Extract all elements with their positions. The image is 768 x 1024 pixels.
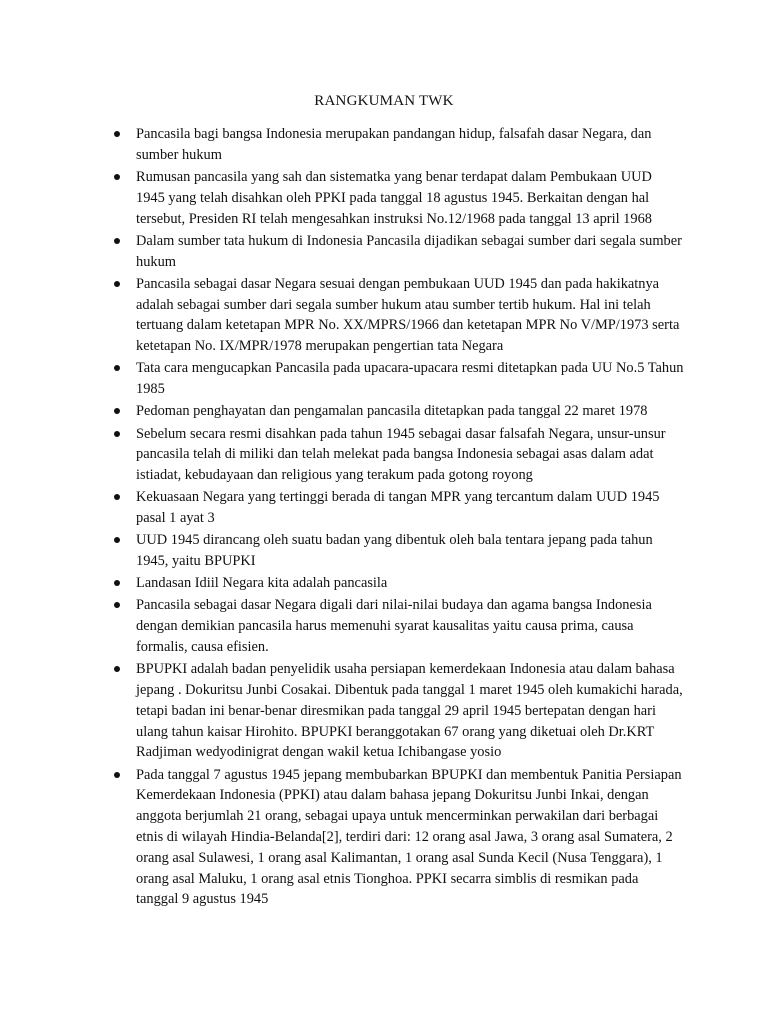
bullet-list — [136, 124, 684, 912]
bullet-icon — [114, 365, 120, 371]
bullet-icon — [114, 580, 120, 586]
list-item-text: Tata cara mengucapkan Pancasila pada upacara-upacara resmi ditetapkan pada UU No.5 Tahun 1985 — [136, 360, 684, 398]
list-item-text: Rumusan pancasila yang sah dan sistematka yang benar terdapat dalam Pembukaan UUD 1945 yang telah disahkan oleh PPKI pada tanggal 18 agustus 1945. Berkaitan dengan hal tersebut, Presiden RI telah mengesahkan instruksi No.12/1968 pada tanggal 13 april 1968 — [136, 168, 652, 227]
list-item — [136, 530, 684, 572]
list-item-text: Pada tanggal 7 agustus 1945 jepang membubarkan BPUPKI dan membentuk Panitia Persiapan Kemerdekaan Indonesia (PPKI) atau dalam bahasa jepang Dokuritsu Junbi Inkai, dengan anggota berjumlah 21 orang, sebagai upaya untuk mencerminkan perwakilan dari berbagai etnis di wilayah Hindia-Belanda[2], terdiri dari: 12 orang asal Jawa, 3 orang asal Sumatera, 2 orang asal Sulawesi, 1 orang asal Kalimantan, 1 orang asal Sunda Kecil (Nusa Tenggara), 1 orang asal Maluku, 1 orang asal etnis Tionghoa. PPKI secarra simblis di resmikan pada tanggal 9 agustus 1945 — [136, 766, 682, 908]
list-item — [136, 765, 684, 911]
bullet-icon — [114, 537, 120, 543]
list-item-text: Pedoman penghayatan dan pengamalan pancasila ditetapkan pada tanggal 22 maret 1978 — [136, 403, 648, 420]
bullet-icon — [114, 408, 120, 414]
bullet-icon — [114, 431, 120, 437]
document-title: RANGKUMAN TWK — [314, 93, 454, 109]
list-item — [136, 231, 684, 273]
list-item — [136, 424, 684, 486]
bullet-icon — [114, 174, 120, 180]
bullet-icon — [114, 131, 120, 137]
list-item-text: BPUPKI adalah badan penyelidik usaha persiapan kemerdekaan Indonesia atau dalam bahasa jepang . Dokuritsu Junbi Cosakai. Dibentuk pada tanggal 1 maret 1945 oleh kumakichi harada, tetapi badan ini benar-benar diresmikan pada tanggal 29 april 1945 bertepatan dengan hari ulang tahun kaisar Hirohito. BPUPKI beranggotakan 67 orang yang diketuai oleh Dr.KRT Radjiman wedyodinigrat dengan wakil ketua Ichibangase yosio — [136, 661, 683, 761]
list-item — [136, 124, 684, 166]
list-item-text: Dalam sumber tata hukum di Indonesia Pancasila dijadikan sebagai sumber dari segala sumber hukum — [136, 232, 682, 270]
list-item-text: UUD 1945 dirancang oleh suatu badan yang dibentuk oleh bala tentara jepang pada tahun 1945, yaitu BPUPKI — [136, 532, 653, 570]
list-item — [136, 401, 684, 422]
bullet-icon — [114, 238, 120, 244]
list-item — [136, 274, 684, 357]
list-item-text: Pancasila sebagai dasar Negara sesuai dengan pembukaan UUD 1945 dan pada hakikatnya adalah sebagai sumber dari segala sumber hukum atau sumber tertib hukum. Hal ini telah tertuang dalam ketetapan MPR No. XX/MPRS/1966 dan ketetapan MPR No V/MP/1973 serta ketetapan No. IX/MPR/1978 merupakan pengertian tata Negara — [136, 275, 680, 355]
list-item-text: Pancasila sebagai dasar Negara digali dari nilai-nilai budaya dan agama bangsa Indonesia dengan demikian pancasila harus memenuhi syarat kausalitas yaitu causa prima, causa formalis, causa efisien. — [136, 597, 652, 656]
list-item — [136, 595, 684, 657]
list-item-text: Landasan Idiil Negara kita adalah pancasila — [136, 575, 388, 592]
list-item — [136, 358, 684, 400]
list-item — [136, 167, 684, 229]
list-item — [136, 487, 684, 529]
list-item — [136, 573, 684, 594]
bullet-icon — [114, 772, 120, 778]
list-item-text: Kekuasaan Negara yang tertinggi berada di tangan MPR yang tercantum dalam UUD 1945 pasal 1 ayat 3 — [136, 489, 660, 527]
bullet-icon — [114, 494, 120, 500]
bullet-icon — [114, 666, 120, 672]
list-item-text: Sebelum secara resmi disahkan pada tahun 1945 sebagai dasar falsafah Negara, unsur-unsur pancasila telah di miliki dan telah melekat pada bangsa Indonesia sebagai asas dalam adat istiadat, kebudayaan dan religious yang terakum pada gotong royong — [136, 425, 666, 484]
bullet-icon — [114, 281, 120, 287]
list-item — [136, 659, 684, 763]
bullet-icon — [114, 602, 120, 608]
list-item-text: Pancasila bagi bangsa Indonesia merupakan pandangan hidup, falsafah dasar Negara, dan sumber hukum — [136, 126, 652, 163]
